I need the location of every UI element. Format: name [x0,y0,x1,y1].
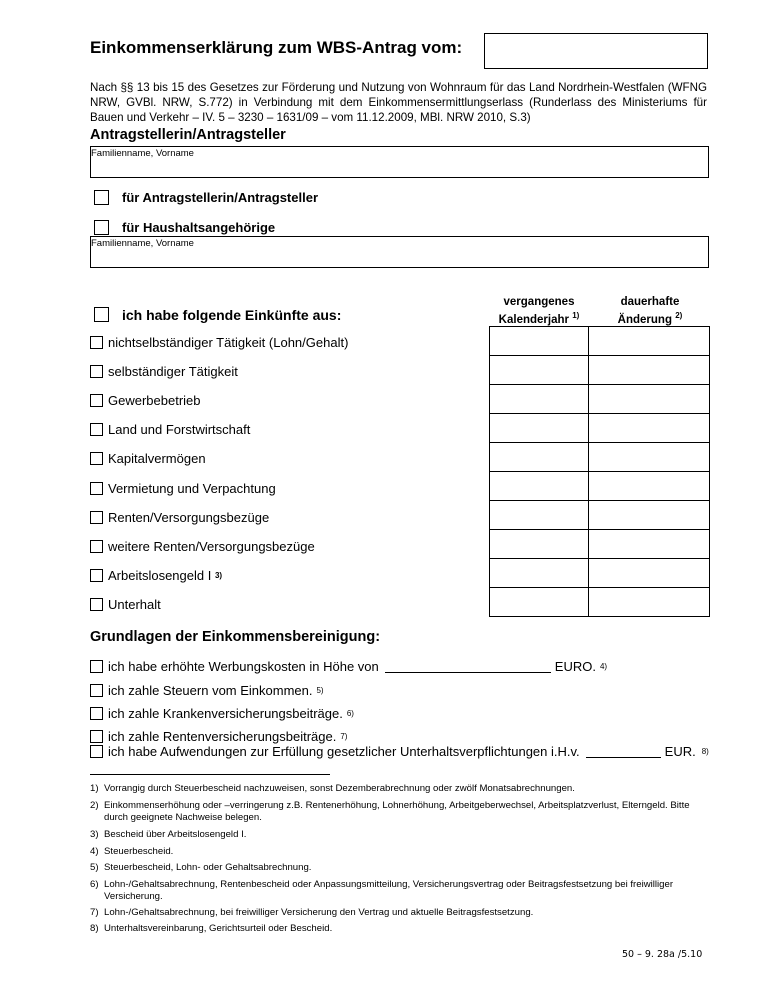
income-row: nichtselbständiger Tätigkeit (Lohn/Gehalt) [90,335,348,350]
table-row [490,385,710,414]
income-checkbox[interactable] [90,394,103,407]
household-option-label: für Haushaltsangehörige [122,220,276,235]
income-amount-table [489,326,710,617]
date-input-box[interactable] [484,33,708,69]
werbungskosten-amount-field[interactable] [385,661,551,673]
applicant-option-label: für Antragstellerin/Antragsteller [122,190,319,205]
footnote: 4) Steuerbescheid. [90,846,174,857]
household-name-label: Familienname, Vorname [91,238,194,249]
footnote: 2) Einkommenserhöhung oder –verringerung z.B. Rentenerhöhung, Lohnerhöhung, Arbeitgeberwechsel, Arbeitsplatzverlust, Elterngeld. Bitte durch geeignete Nachweise belegen. [90,800,690,823]
unterhalt-amount-field[interactable] [586,746,661,758]
change-cell[interactable] [589,356,710,385]
column-header-past-year: vergangenes Kalenderjahr $^{1)}$ [498,296,580,326]
income-row: weitere Renten/Versorgungsbezüge [90,539,315,554]
income-row: Gewerbebetrieb [90,393,201,408]
past-year-cell[interactable] [490,559,589,588]
income-checkbox[interactable] [90,598,103,611]
applicant-checkbox[interactable] [94,190,109,205]
income-checkbox[interactable] [90,452,103,465]
past-year-cell[interactable] [490,588,589,617]
adjustment-checkbox[interactable] [90,707,103,720]
income-checkbox[interactable] [94,307,109,322]
past-year-cell[interactable] [490,356,589,385]
adjustment-checkbox[interactable] [90,660,103,673]
income-checkbox[interactable] [90,423,103,436]
adjustment-item: ich zahle Rentenversicherungsbeiträge. 7) [90,729,347,744]
column-header-permanent-change: dauerhafte Änderung $^{2)}$ [617,296,683,326]
table-row [490,356,710,385]
adjustment-item: ich zahle Krankenversicherungsbeiträge. 6) [90,706,354,721]
applicant-name-label: Familienname, Vorname [91,148,194,159]
income-row: Vermietung und Verpachtung [90,481,276,496]
adjustment-item: ich habe Aufwendungen zur Erfüllung gesetzlicher Unterhaltsverpflichtungen i.H.v. EUR. 8) [90,744,709,759]
applicant-name-field[interactable] [90,146,709,178]
income-checkbox[interactable] [90,569,103,582]
applicant-heading: Antragstellerin/Antragsteller [90,127,286,143]
past-year-cell[interactable] [490,530,589,559]
adjustment-checkbox[interactable] [90,730,103,743]
adjustment-checkbox[interactable] [90,684,103,697]
change-cell[interactable] [589,385,710,414]
form-title: Einkommenserklärung zum WBS-Antrag vom: [90,38,463,57]
income-row: Land und Forstwirtschaft [90,422,250,437]
adjustment-item: ich zahle Steuern vom Einkommen. 5) [90,683,324,698]
table-row [490,472,710,501]
adjustment-item: ich habe erhöhte Werbungskosten in Höhe von EURO. 4) [90,659,607,674]
past-year-cell[interactable] [490,385,589,414]
income-row: Kapitalvermögen [90,451,206,466]
past-year-cell[interactable] [490,443,589,472]
footnote: 5) Steuerbescheid, Lohn- oder Gehaltsabrechnung. [90,862,312,873]
table-row [490,588,710,617]
table-row [490,559,710,588]
change-cell[interactable] [589,327,710,356]
income-heading: ich habe folgende Einkünfte aus: [122,307,342,323]
change-cell[interactable] [589,414,710,443]
table-row [490,327,710,356]
household-name-field[interactable] [90,236,709,268]
household-checkbox[interactable] [94,220,109,235]
income-row: Renten/Versorgungsbezüge [90,510,269,525]
change-cell[interactable] [589,588,710,617]
income-checkbox[interactable] [90,336,103,349]
change-cell[interactable] [589,443,710,472]
income-row: selbständiger Tätigkeit [90,364,238,379]
table-row [490,443,710,472]
past-year-cell[interactable] [490,414,589,443]
income-checkbox[interactable] [90,482,103,495]
change-cell[interactable] [589,530,710,559]
footnote: 3) Bescheid über Arbeitslosengeld I. [90,829,247,840]
footnote: 7) Lohn-/Gehaltsabrechnung, bei freiwilliger Versicherung den Vertrag und aktuelle Beitragsfestsetzung. [90,907,534,918]
footnote: 1) Vorrangig durch Steuerbescheid nachzuweisen, sonst Dezemberabrechnung oder zwölf Monatsabrechnungen. [90,783,575,794]
table-row [490,530,710,559]
past-year-cell[interactable] [490,327,589,356]
table-row [490,501,710,530]
change-cell[interactable] [589,472,710,501]
income-checkbox[interactable] [90,540,103,553]
change-cell[interactable] [589,501,710,530]
income-row: Unterhalt [90,597,161,612]
past-year-cell[interactable] [490,472,589,501]
legal-intro-text: Nach §§ 13 bis 15 des Gesetzes zur Förderung und Nutzung von Wohnraum für das Land Nordrhein-Westfalen (WFNG NRW, GVBl. NRW, S.772) in Verbindung mit dem Einkommensermittlungserlass (Runderlass des Ministeriums für Bauen und Verkehr – IV. 5 – 3230 – 1631/09 – vom 11.12.2009, MBl. NRW 2010, S.3) [90,81,707,124]
form-number: 50 – 9. 28a /5.10 [622,949,703,960]
adjustments-heading: Grundlagen der Einkommensbereinigung: [90,629,381,645]
adjustment-checkbox[interactable] [90,745,103,758]
table-row [490,414,710,443]
past-year-cell[interactable] [490,501,589,530]
income-checkbox[interactable] [90,365,103,378]
income-checkbox[interactable] [90,511,103,524]
footnote-divider [90,774,330,775]
change-cell[interactable] [589,559,710,588]
footnote: 8) Unterhaltsvereinbarung, Gerichtsurteil oder Bescheid. [90,923,333,934]
income-row: Arbeitslosengeld I 3) [90,568,222,583]
footnote: 6) Lohn-/Gehaltsabrechnung, Rentenbescheid oder Anpassungsmitteilung, Versicherungsvertrag oder Beitragsfestsetzung bei freiwilliger Versicherung. [90,879,674,902]
